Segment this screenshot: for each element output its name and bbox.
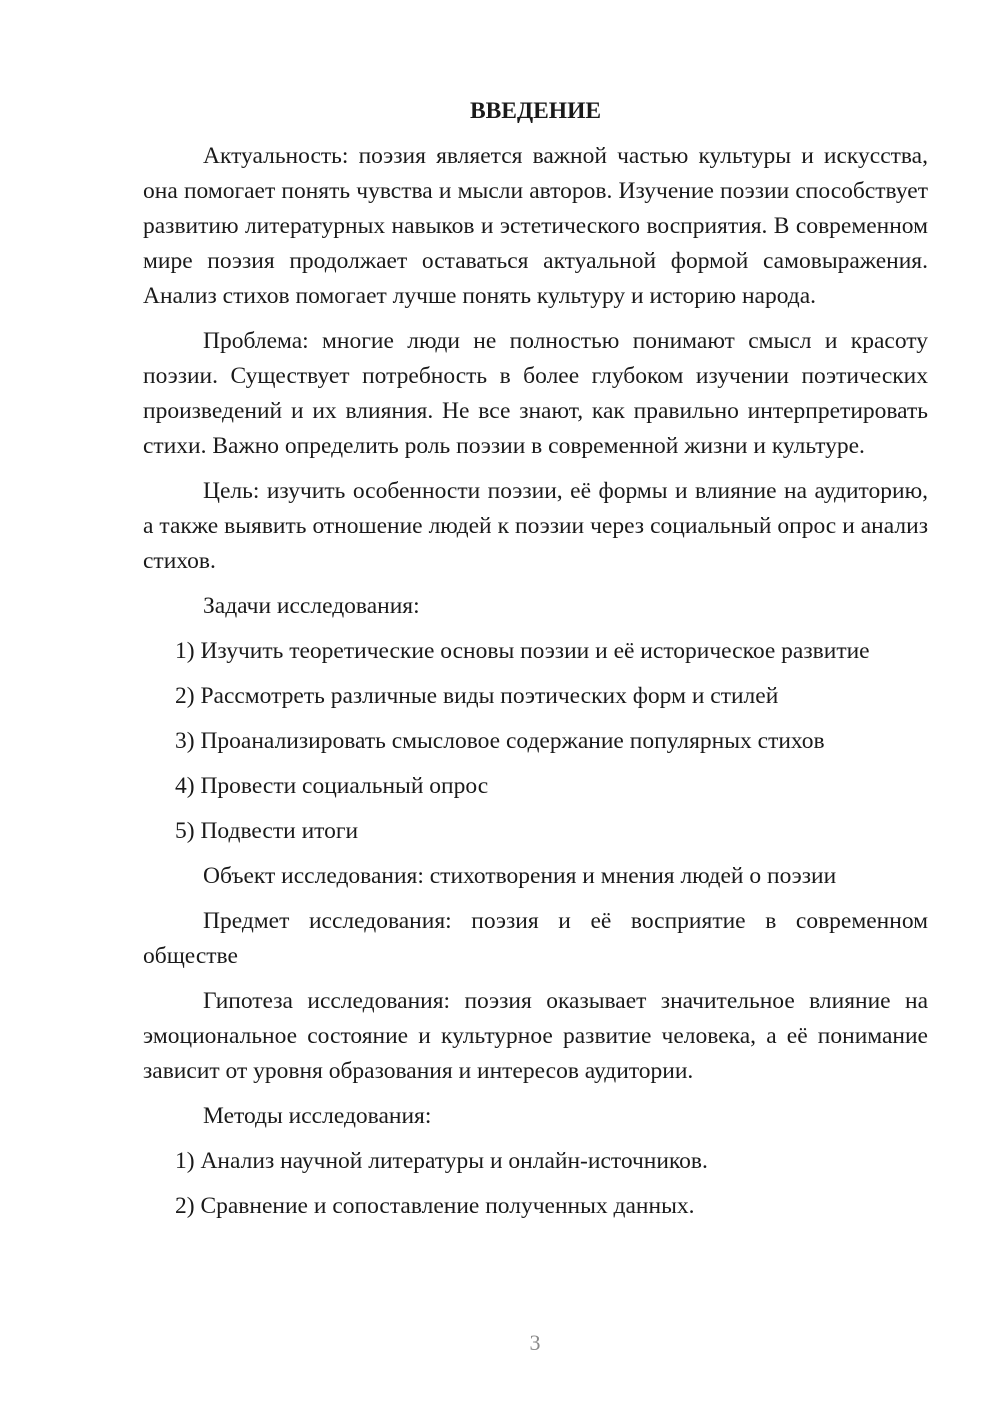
- task-item-1: 1) Изучить теоретические основы поэзии и её историческое развитие: [175, 638, 870, 664]
- method-item-1: 1) Анализ научной литературы и онлайн-источников.: [175, 1148, 708, 1174]
- goal-paragraph: Цель: изучить особенности поэзии, её формы и влияние на аудиторию, а также выявить отношение людей к поэзии через социальный опрос и анализ стихов.: [143, 478, 928, 574]
- task-item-5: 5) Подвести итоги: [175, 818, 359, 844]
- object-paragraph: Объект исследования: стихотворения и мнения людей о поэзии: [203, 863, 837, 889]
- relevance-paragraph: Актуальность: поэзия является важной частью культуры и искусства, она помогает понять чувства и мысли авторов. Изучение поэзии способствует развитию литературных навыков и эстетического восприятия. В современном мире поэзия продолжает оставаться актуальной формой самовыражения. Анализ стихов помогает лучше понять культуру и историю народа.: [143, 143, 928, 309]
- page-title: ВВЕДЕНИЕ: [469, 98, 602, 124]
- subject-paragraph: Предмет исследования: поэзия и её восприятие в современном обществе: [143, 908, 928, 969]
- hypothesis-paragraph: Гипотеза исследования: поэзия оказывает значительное влияние на эмоциональное состояние и культурное развитие человека, а её понимание зависит от уровня образования и интересов аудитории.: [143, 988, 928, 1084]
- methods-heading: Методы исследования:: [203, 1103, 432, 1129]
- task-item-2: 2) Рассмотреть различные виды поэтических форм и стилей: [175, 683, 779, 709]
- tasks-heading: Задачи исследования:: [203, 593, 420, 619]
- page-number: 3: [529, 1330, 541, 1355]
- problem-paragraph: Проблема: многие люди не полностью понимают смысл и красоту поэзии. Существует потребность в более глубоком изучении поэтических произведений и их влияния. Не все знают, как правильно интерпретировать стихи. Важно определить роль поэзии в современной жизни и культуре.: [143, 328, 928, 459]
- method-item-2: 2) Сравнение и сопоставление полученных данных.: [175, 1193, 695, 1219]
- page-content: [143, 94, 928, 1234]
- task-item-4: 4) Провести социальный опрос: [175, 773, 489, 799]
- task-item-3: 3) Проанализировать смысловое содержание популярных стихов: [175, 728, 825, 754]
- methods-list: [143, 1144, 928, 1224]
- tasks-list: [143, 634, 928, 849]
